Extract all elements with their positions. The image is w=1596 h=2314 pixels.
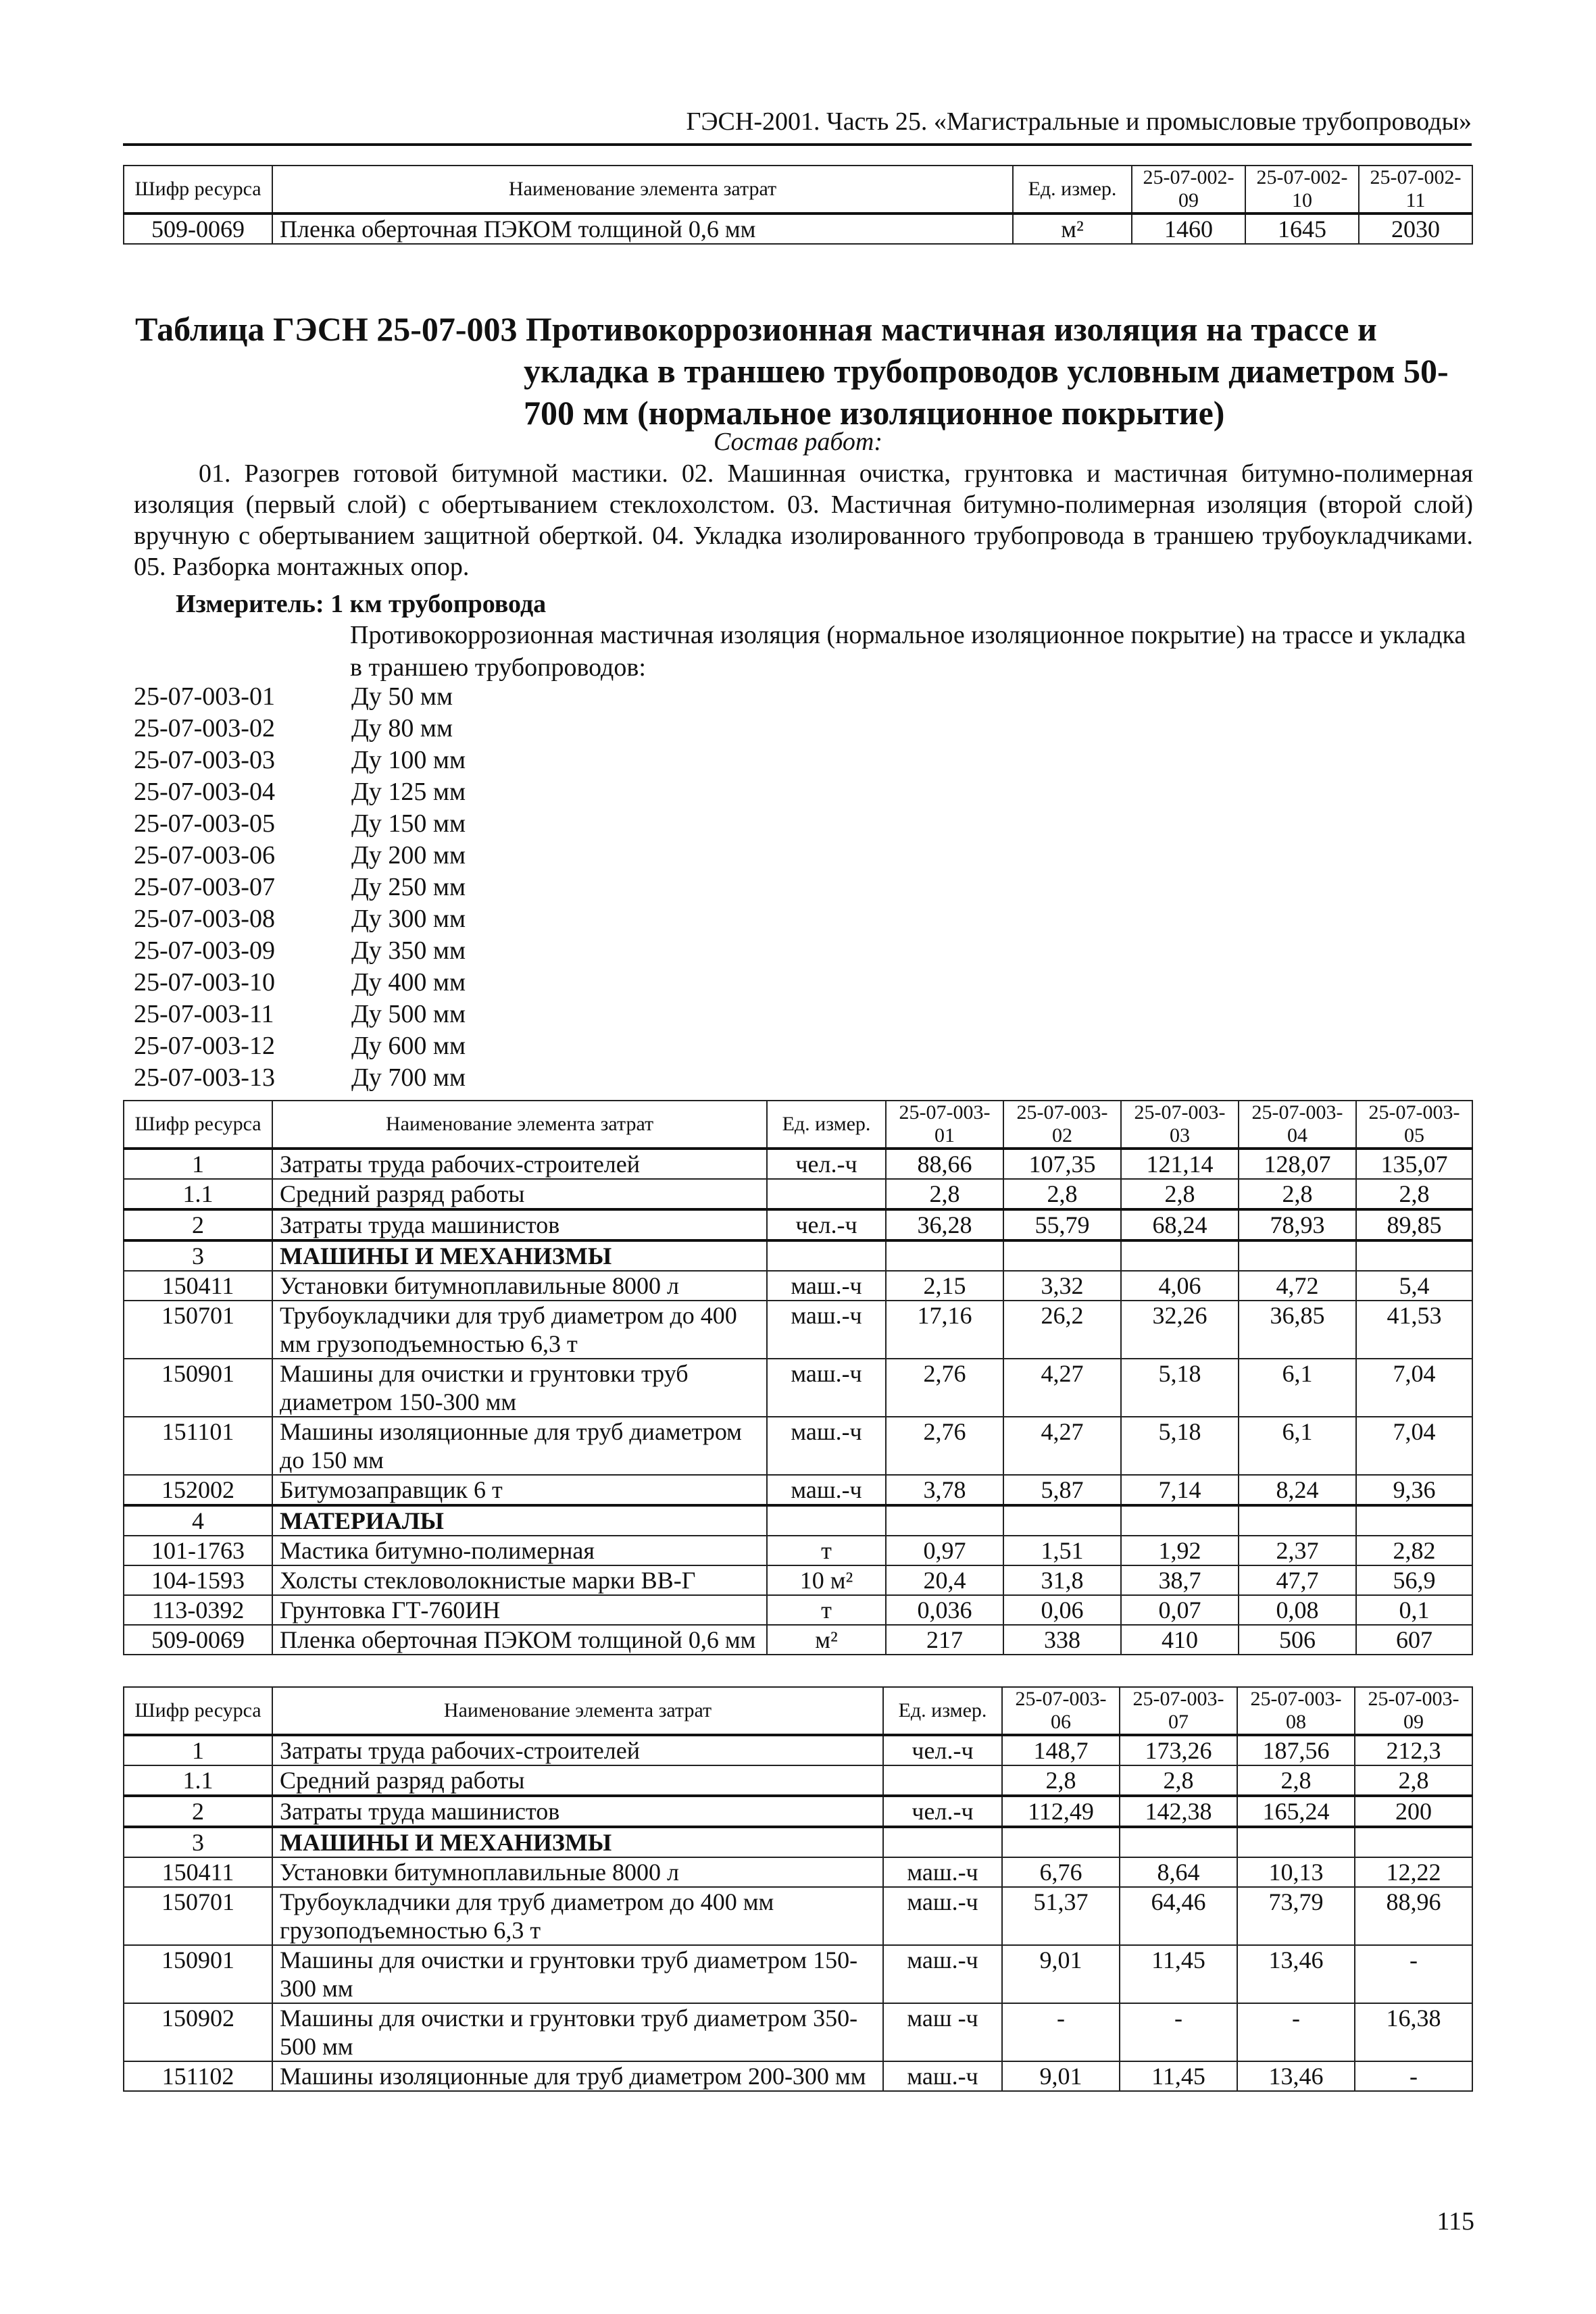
cell-value: 217 <box>886 1625 1003 1655</box>
code-list-item <box>134 903 466 935</box>
code-list-item <box>134 808 466 840</box>
code-list-item <box>134 967 466 999</box>
cell-name: Битумозаправщик 6 т <box>272 1475 767 1505</box>
cell-unit: маш.-ч <box>883 1857 1002 1887</box>
cell-value: 55,79 <box>1003 1209 1121 1240</box>
code-number: 25-07-003-03 <box>134 746 275 774</box>
code-list-item <box>134 745 466 776</box>
code-list <box>134 681 466 1094</box>
table-row <box>124 1945 1472 2003</box>
cell-code: 509-0069 <box>124 213 272 244</box>
table-row <box>124 1505 1472 1536</box>
code-list-item <box>134 840 466 872</box>
code-number: 25-07-003-09 <box>134 936 275 965</box>
cell-unit: т <box>767 1595 886 1625</box>
code-list-item <box>134 999 466 1030</box>
cell-value: 20,4 <box>886 1565 1003 1595</box>
cell-value: 0,97 <box>886 1536 1003 1565</box>
code-list-item <box>134 872 466 903</box>
cell-value: 1645 <box>1245 213 1359 244</box>
cell-value: 2,8 <box>1003 1179 1121 1209</box>
code-list-item <box>134 776 466 808</box>
cell-name: Холсты стекловолокнистые марки ВВ-Г <box>272 1565 767 1595</box>
cell-unit <box>883 1827 1002 1857</box>
cell-value: 107,35 <box>1003 1149 1121 1179</box>
cell-value: 17,16 <box>886 1301 1003 1359</box>
cell-value: 607 <box>1356 1625 1472 1655</box>
cell-code: 150411 <box>124 1271 272 1301</box>
cell-value <box>1239 1505 1356 1536</box>
cell-value: 78,93 <box>1239 1209 1356 1240</box>
running-header <box>123 103 1472 146</box>
cell-value: 0,036 <box>886 1595 1003 1625</box>
cell-code: 2 <box>124 1796 272 1827</box>
table-row <box>124 1475 1472 1505</box>
cell-value: 88,66 <box>886 1149 1003 1179</box>
cell-value <box>1356 1240 1472 1271</box>
cell-unit: маш.-ч <box>767 1359 886 1417</box>
cell-unit: м² <box>767 1625 886 1655</box>
cell-value: 7,04 <box>1356 1359 1472 1417</box>
cell-value: 32,26 <box>1121 1301 1239 1359</box>
cell-name: Средний разряд работы <box>272 1179 767 1209</box>
cell-value: 8,64 <box>1120 1857 1237 1887</box>
diameter-label: Ду 50 мм <box>351 682 453 711</box>
code-number: 25-07-003-11 <box>134 1000 274 1028</box>
cell-unit: чел.-ч <box>767 1209 886 1240</box>
cell-unit: чел.-ч <box>883 1796 1002 1827</box>
cell-value: - <box>1355 2061 1472 2091</box>
code-list-item <box>134 1062 466 1094</box>
cell-value <box>1003 1240 1121 1271</box>
cell-unit: чел.-ч <box>767 1149 886 1179</box>
diameter-label: Ду 600 мм <box>351 1032 466 1060</box>
cell-unit: 10 м² <box>767 1565 886 1595</box>
cell-name: Затраты труда рабочих-строителей <box>272 1149 767 1179</box>
cell-value: - <box>1120 2003 1237 2061</box>
cell-value: 11,45 <box>1120 1945 1237 2003</box>
cell-value: 5,18 <box>1121 1417 1239 1475</box>
cell-code: 113-0392 <box>124 1595 272 1625</box>
cell-name: Средний разряд работы <box>272 1765 883 1796</box>
code-number: 25-07-003-12 <box>134 1032 275 1060</box>
cell-value: 2,8 <box>1120 1765 1237 1796</box>
code-number: 25-07-003-05 <box>134 809 275 838</box>
col-header: 25-07-003-06 <box>1002 1687 1120 1735</box>
cell-value: 2,37 <box>1239 1536 1356 1565</box>
cell-value: 31,8 <box>1003 1565 1121 1595</box>
cell-value: 2,15 <box>886 1271 1003 1301</box>
cell-code: 509-0069 <box>124 1625 272 1655</box>
cell-code: 2 <box>124 1209 272 1240</box>
table-row <box>124 1301 1472 1359</box>
cell-code: 1.1 <box>124 1765 272 1796</box>
title-line: 700 мм (нормальное изоляционное покрытие) <box>524 394 1225 432</box>
cell-value: 2,8 <box>1356 1179 1472 1209</box>
code-number: 25-07-003-06 <box>134 841 275 870</box>
header-text: ГЭСН-2001. Часть 25. «Магистральные и промысловые трубопроводы» <box>686 107 1472 136</box>
col-header: 25-07-002-11 <box>1359 166 1472 213</box>
cell-value: 10,13 <box>1237 1857 1355 1887</box>
cell-code: 152002 <box>124 1475 272 1505</box>
diameter-label: Ду 125 мм <box>351 778 466 806</box>
cell-unit: маш.-ч <box>767 1475 886 1505</box>
col-code-header: Шифр ресурса <box>124 1687 272 1735</box>
cell-unit: маш.-ч <box>767 1271 886 1301</box>
cell-code: 3 <box>124 1240 272 1271</box>
col-name-header: Наименование элемента затрат <box>272 166 1013 213</box>
cell-code: 1.1 <box>124 1179 272 1209</box>
col-header: 25-07-002-09 <box>1132 166 1245 213</box>
cell-unit: маш -ч <box>883 2003 1002 2061</box>
table-row <box>124 1179 1472 1209</box>
cell-value <box>1002 1827 1120 1857</box>
code-number: 25-07-003-01 <box>134 682 275 711</box>
cell-unit <box>767 1505 886 1536</box>
table-row <box>124 1765 1472 1796</box>
diameter-label: Ду 300 мм <box>351 905 466 933</box>
cell-value: 41,53 <box>1356 1301 1472 1359</box>
cell-value: 5,87 <box>1003 1475 1121 1505</box>
cell-value: 6,76 <box>1002 1857 1120 1887</box>
cell-value: 9,01 <box>1002 2061 1120 2091</box>
table-row <box>124 2003 1472 2061</box>
cell-value: 0,08 <box>1239 1595 1356 1625</box>
cell-value: 6,1 <box>1239 1417 1356 1475</box>
table-row <box>124 1240 1472 1271</box>
cell-name: МАТЕРИАЛЫ <box>272 1505 767 1536</box>
cell-value: 64,46 <box>1120 1887 1237 1945</box>
cell-name: Машины для очистки и грунтовки труб диаметром 350-500 мм <box>272 2003 883 2061</box>
cell-value: 38,7 <box>1121 1565 1239 1595</box>
table-row <box>124 1796 1472 1827</box>
cell-code: 150411 <box>124 1857 272 1887</box>
cell-value: 68,24 <box>1121 1209 1239 1240</box>
cell-value: 5,18 <box>1121 1359 1239 1417</box>
works-text: 01. Разогрев готовой битумной мастики. 02. Машинная очистка, грунтовка и мастичная битумно-полимерная изоляция (первый слой) с обертыванием стеклохолстом. 03. Мастичная битумно-полимерная изоляция (второй слой) вручную с обертыванием защитной оберткой. 04. Укладка изолированного трубопровода в траншею трубоукладчиками. 05. Разборка монтажных опор. <box>134 459 1473 581</box>
cell-value: 36,28 <box>886 1209 1003 1240</box>
table-row <box>124 1417 1472 1475</box>
cell-name: Машины для очистки и грунтовки труб диаметром 150-300 мм <box>272 1945 883 2003</box>
table-row <box>124 1536 1472 1565</box>
resource-table-2 <box>123 1686 1473 2092</box>
diameter-label: Ду 350 мм <box>351 936 466 965</box>
cell-value: 2,76 <box>886 1359 1003 1417</box>
table-title <box>135 308 1480 434</box>
col-header: 25-07-003-04 <box>1239 1101 1356 1149</box>
cell-value <box>1239 1240 1356 1271</box>
code-number: 25-07-003-10 <box>134 968 275 997</box>
cell-value: 51,37 <box>1002 1887 1120 1945</box>
cell-value: 148,7 <box>1002 1735 1120 1765</box>
cell-code: 151101 <box>124 1417 272 1475</box>
cell-unit: маш.-ч <box>883 1887 1002 1945</box>
table-row <box>124 1625 1472 1655</box>
cell-name: Трубоукладчики для труб диаметром до 400 мм грузоподъемностью 6,3 т <box>272 1887 883 1945</box>
cell-name: Машины изоляционные для труб диаметром до 150 мм <box>272 1417 767 1475</box>
cell-value: 2030 <box>1359 213 1472 244</box>
cell-name: Мастика битумно-полимерная <box>272 1536 767 1565</box>
title-line: Таблица ГЭСН 25-07-003 Противокоррозионная мастичная изоляция на трассе и <box>135 310 1377 348</box>
table-row <box>124 1735 1472 1765</box>
table-row <box>124 1827 1472 1857</box>
cell-code: 101-1763 <box>124 1536 272 1565</box>
col-header: 25-07-003-05 <box>1356 1101 1472 1149</box>
cell-value <box>1003 1505 1121 1536</box>
table-row <box>124 1595 1472 1625</box>
cell-code: 151102 <box>124 2061 272 2091</box>
cell-value: 4,06 <box>1121 1271 1239 1301</box>
cell-name: Пленка оберточная ПЭКОМ толщиной 0,6 мм <box>272 213 1013 244</box>
cell-value: 165,24 <box>1237 1796 1355 1827</box>
cell-value: 135,07 <box>1356 1149 1472 1179</box>
table-row <box>124 2061 1472 2091</box>
cell-value: 200 <box>1355 1796 1472 1827</box>
diameter-label: Ду 250 мм <box>351 873 466 901</box>
col-header: 25-07-003-07 <box>1120 1687 1237 1735</box>
table-row <box>124 213 1472 244</box>
cell-value: 112,49 <box>1002 1796 1120 1827</box>
cell-unit: т <box>767 1536 886 1565</box>
cell-name: Трубоукладчики для труб диаметром до 400 мм грузоподъемностью 6,3 т <box>272 1301 767 1359</box>
cell-value: 12,22 <box>1355 1857 1472 1887</box>
cell-name: Затраты труда машинистов <box>272 1796 883 1827</box>
cell-code: 3 <box>124 1827 272 1857</box>
resource-table-1 <box>123 1100 1473 1655</box>
table-row <box>124 1565 1472 1595</box>
cell-value: 2,8 <box>886 1179 1003 1209</box>
cell-value: 73,79 <box>1237 1887 1355 1945</box>
top-table <box>123 165 1473 245</box>
code-number: 25-07-003-08 <box>134 905 275 933</box>
col-code-header: Шифр ресурса <box>124 1101 272 1149</box>
col-name-header: Наименование элемента затрат <box>272 1101 767 1149</box>
col-unit-header: Ед. измер. <box>1013 166 1132 213</box>
col-header: 25-07-003-02 <box>1003 1101 1121 1149</box>
cell-value: 11,45 <box>1120 2061 1237 2091</box>
cell-value: 9,01 <box>1002 1945 1120 2003</box>
cell-value: 0,07 <box>1121 1595 1239 1625</box>
works-caption: Состав работ: <box>713 428 883 456</box>
cell-value: 3,78 <box>886 1475 1003 1505</box>
cell-value: 187,56 <box>1237 1735 1355 1765</box>
cell-value: 13,46 <box>1237 2061 1355 2091</box>
col-header: 25-07-002-10 <box>1245 166 1359 213</box>
cell-value: 26,2 <box>1003 1301 1121 1359</box>
code-number: 25-07-003-02 <box>134 714 275 743</box>
cell-value: 5,4 <box>1356 1271 1472 1301</box>
cell-value <box>1237 1827 1355 1857</box>
code-list-item <box>134 1030 466 1062</box>
cell-value: 142,38 <box>1120 1796 1237 1827</box>
cell-value: 4,27 <box>1003 1359 1121 1417</box>
cell-value: 9,36 <box>1356 1475 1472 1505</box>
diameter-label: Ду 100 мм <box>351 746 466 774</box>
description: Противокоррозионная мастичная изоляция (нормальное изоляционное покрытие) на трассе и укладка в траншею трубопроводов: <box>350 621 1466 682</box>
cell-unit: маш.-ч <box>767 1301 886 1359</box>
cell-name: Пленка оберточная ПЭКОМ толщиной 0,6 мм <box>272 1625 767 1655</box>
col-unit-header: Ед. измер. <box>883 1687 1002 1735</box>
table-row <box>124 1149 1472 1179</box>
cell-name: Машины для очистки и грунтовки труб диаметром 150-300 мм <box>272 1359 767 1417</box>
cell-value: 410 <box>1121 1625 1239 1655</box>
cell-value <box>1120 1827 1237 1857</box>
cell-value: 89,85 <box>1356 1209 1472 1240</box>
cell-value: 2,8 <box>1239 1179 1356 1209</box>
table-row <box>124 1209 1472 1240</box>
cell-value <box>886 1240 1003 1271</box>
cell-value: 1,92 <box>1121 1536 1239 1565</box>
meter-label: Измеритель: 1 км трубопровода <box>176 590 547 618</box>
cell-value: 36,85 <box>1239 1301 1356 1359</box>
cell-value: 2,8 <box>1237 1765 1355 1796</box>
cell-unit <box>767 1240 886 1271</box>
cell-unit: м² <box>1013 213 1132 244</box>
cell-value <box>1121 1240 1239 1271</box>
cell-value: 88,96 <box>1355 1887 1472 1945</box>
code-number: 25-07-003-13 <box>134 1063 275 1092</box>
cell-value <box>886 1505 1003 1536</box>
cell-value: 4,27 <box>1003 1417 1121 1475</box>
diameter-label: Ду 200 мм <box>351 841 466 870</box>
code-list-item <box>134 935 466 967</box>
table-row <box>124 1857 1472 1887</box>
cell-value: - <box>1355 1945 1472 2003</box>
cell-name: МАШИНЫ И МЕХАНИЗМЫ <box>272 1827 883 1857</box>
cell-value <box>1356 1505 1472 1536</box>
code-number: 25-07-003-07 <box>134 873 275 901</box>
code-list-item <box>134 681 466 713</box>
cell-value: 6,1 <box>1239 1359 1356 1417</box>
code-number: 25-07-003-04 <box>134 778 275 806</box>
cell-value: - <box>1237 2003 1355 2061</box>
cell-unit: маш.-ч <box>883 2061 1002 2091</box>
cell-value: 0,06 <box>1003 1595 1121 1625</box>
cell-value: 128,07 <box>1239 1149 1356 1179</box>
cell-code: 150901 <box>124 1945 272 2003</box>
cell-value: 7,14 <box>1121 1475 1239 1505</box>
cell-code: 104-1593 <box>124 1565 272 1595</box>
cell-name: Установки битумноплавильные 8000 л <box>272 1271 767 1301</box>
cell-value: 0,1 <box>1356 1595 1472 1625</box>
cell-value: 173,26 <box>1120 1735 1237 1765</box>
cell-value: 1,51 <box>1003 1536 1121 1565</box>
col-header: 25-07-003-08 <box>1237 1687 1355 1735</box>
cell-value: 121,14 <box>1121 1149 1239 1179</box>
cell-code: 4 <box>124 1505 272 1536</box>
diameter-label: Ду 80 мм <box>351 714 453 743</box>
cell-code: 1 <box>124 1149 272 1179</box>
col-unit-header: Ед. измер. <box>767 1101 886 1149</box>
cell-unit: маш.-ч <box>883 1945 1002 2003</box>
cell-name: Установки битумноплавильные 8000 л <box>272 1857 883 1887</box>
cell-value: 13,46 <box>1237 1945 1355 2003</box>
cell-name: Затраты труда рабочих-строителей <box>272 1735 883 1765</box>
cell-name: Грунтовка ГТ-760ИН <box>272 1595 767 1625</box>
cell-value: 212,3 <box>1355 1735 1472 1765</box>
cell-value <box>1355 1827 1472 1857</box>
table-row <box>124 1271 1472 1301</box>
col-name-header: Наименование элемента затрат <box>272 1687 883 1735</box>
cell-value: 47,7 <box>1239 1565 1356 1595</box>
cell-value: 3,32 <box>1003 1271 1121 1301</box>
cell-value: 506 <box>1239 1625 1356 1655</box>
code-list-item <box>134 713 466 745</box>
cell-unit: чел.-ч <box>883 1735 1002 1765</box>
cell-code: 150901 <box>124 1359 272 1417</box>
cell-code: 150902 <box>124 2003 272 2061</box>
col-header: 25-07-003-03 <box>1121 1101 1239 1149</box>
table-row <box>124 1887 1472 1945</box>
cell-value: 16,38 <box>1355 2003 1472 2061</box>
col-header: 25-07-003-01 <box>886 1101 1003 1149</box>
cell-value: 56,9 <box>1356 1565 1472 1595</box>
cell-value: - <box>1002 2003 1120 2061</box>
cell-value: 2,8 <box>1121 1179 1239 1209</box>
cell-code: 150701 <box>124 1301 272 1359</box>
cell-unit: маш.-ч <box>767 1417 886 1475</box>
cell-value: 2,82 <box>1356 1536 1472 1565</box>
title-line: укладка в траншею трубопроводов условным диаметром 50- <box>524 352 1449 390</box>
cell-value: 4,72 <box>1239 1271 1356 1301</box>
cell-name: Затраты труда машинистов <box>272 1209 767 1240</box>
cell-value: 7,04 <box>1356 1417 1472 1475</box>
cell-value: 8,24 <box>1239 1475 1356 1505</box>
cell-code: 150701 <box>124 1887 272 1945</box>
cell-unit <box>883 1765 1002 1796</box>
col-header: 25-07-003-09 <box>1355 1687 1472 1735</box>
col-code-header: Шифр ресурса <box>124 166 272 213</box>
cell-name: Машины изоляционные для труб диаметром 200-300 мм <box>272 2061 883 2091</box>
cell-code: 1 <box>124 1735 272 1765</box>
diameter-label: Ду 500 мм <box>351 1000 466 1028</box>
cell-unit <box>767 1179 886 1209</box>
diameter-label: Ду 150 мм <box>351 809 466 838</box>
diameter-label: Ду 700 мм <box>351 1063 466 1092</box>
cell-value: 2,76 <box>886 1417 1003 1475</box>
cell-value: 2,8 <box>1002 1765 1120 1796</box>
cell-value <box>1121 1505 1239 1536</box>
cell-value: 338 <box>1003 1625 1121 1655</box>
page-number: 115 <box>1437 2207 1474 2236</box>
cell-name: МАШИНЫ И МЕХАНИЗМЫ <box>272 1240 767 1271</box>
cell-value: 1460 <box>1132 213 1245 244</box>
diameter-label: Ду 400 мм <box>351 968 466 997</box>
cell-value: 2,8 <box>1355 1765 1472 1796</box>
table-row <box>124 1359 1472 1417</box>
